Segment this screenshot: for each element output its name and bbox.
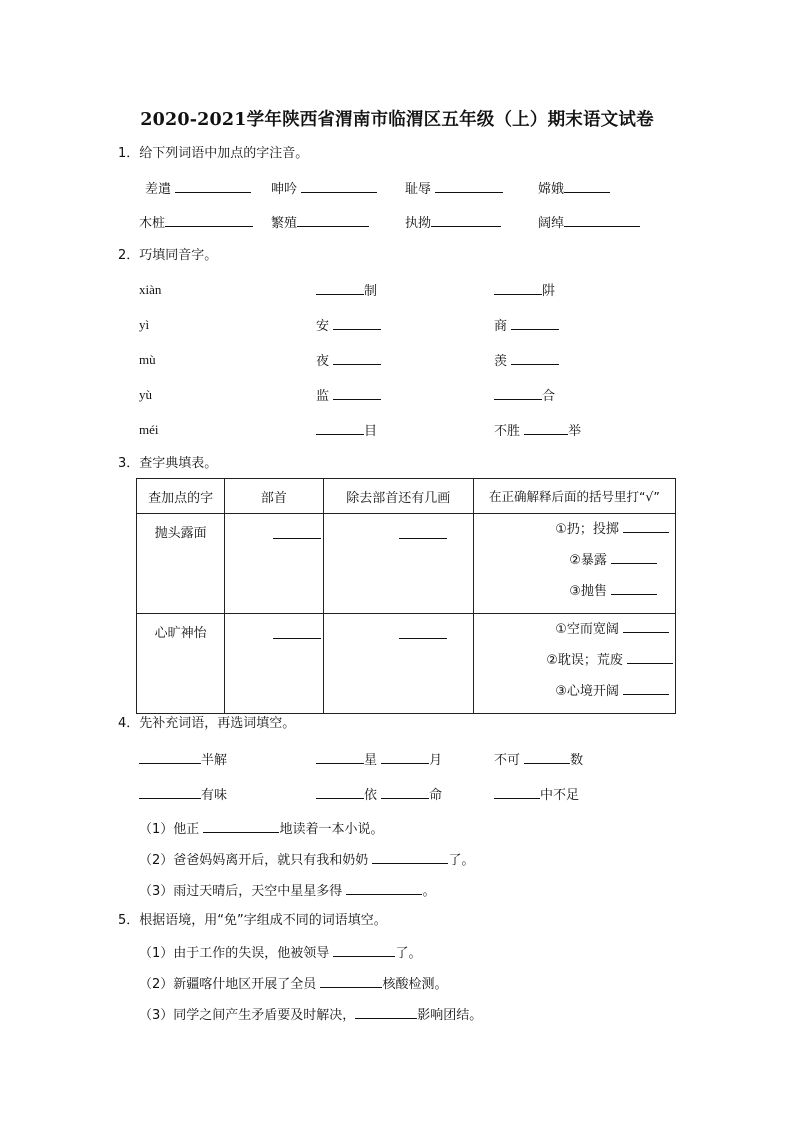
q5-sentence-2: （2）新疆喀什地区开展了全员 核酸检测。 — [139, 977, 448, 992]
answer-blank[interactable] — [301, 180, 377, 193]
answer-blank[interactable] — [320, 975, 382, 988]
answer-blank[interactable] — [316, 422, 364, 435]
table-cell — [473, 614, 675, 714]
answer-blank[interactable] — [611, 551, 657, 564]
answer-blank[interactable] — [623, 682, 669, 695]
table-row — [137, 514, 676, 614]
answer-blank[interactable] — [524, 751, 570, 764]
q1-word-7: 执拗 — [405, 214, 501, 232]
option-row: ①扔；投掷 — [474, 520, 669, 551]
q1-word-3: 耻辱 — [405, 180, 503, 198]
pinyin-label: xiàn — [139, 282, 162, 297]
table-header: 部首 — [225, 479, 323, 514]
table-cell — [473, 514, 675, 614]
q4-word: 有味 — [139, 786, 227, 804]
answer-blank[interactable] — [355, 1006, 417, 1019]
question-1-heading: 1．给下列词语中加点的字注音。 — [118, 146, 309, 161]
answer-blank[interactable] — [139, 786, 201, 799]
table-cell — [137, 614, 225, 714]
answer-blank[interactable] — [431, 214, 501, 227]
question-4-heading: 4．先补充词语，再选词填空。 — [118, 716, 296, 731]
answer-blank[interactable] — [627, 651, 673, 664]
answer-blank[interactable] — [494, 387, 542, 400]
answer-blank[interactable] — [564, 180, 610, 193]
q1-word-6: 繁殖 — [271, 214, 369, 232]
q1-word-5: 木桩 — [139, 214, 253, 232]
q5-sentence-1: （1）由于工作的失误，他被领导 了。 — [139, 946, 422, 961]
answer-blank[interactable] — [273, 626, 321, 639]
answer-blank[interactable] — [494, 786, 540, 799]
page-title: 2020-2021学年陕西省渭南市临渭区五年级（上）期末语文试卷 — [140, 110, 654, 130]
dictionary-table — [136, 478, 676, 714]
q2-item: 监 — [316, 387, 381, 405]
table-cell — [323, 614, 473, 714]
table-row — [137, 614, 676, 714]
q2-item: 羡 — [494, 352, 559, 370]
answer-blank[interactable] — [564, 214, 640, 227]
answer-blank[interactable] — [333, 387, 381, 400]
answer-blank[interactable] — [494, 282, 542, 295]
q4-sentence-1: （1）他正 地读着一本小说。 — [139, 822, 384, 837]
answer-blank[interactable] — [175, 180, 251, 193]
answer-blank[interactable] — [333, 944, 395, 957]
table-header: 在正确解释后面的括号里打“√” — [473, 479, 675, 514]
answer-blank[interactable] — [435, 180, 503, 193]
q1-word-1: 差遣 — [145, 180, 251, 198]
q2-item: 商 — [494, 317, 559, 335]
table-header: 除去部首还有几画 — [323, 479, 473, 514]
answer-blank[interactable] — [623, 520, 669, 533]
answer-blank[interactable] — [524, 422, 568, 435]
q1-word-8: 阔绰 — [538, 214, 640, 232]
answer-blank[interactable] — [203, 820, 279, 833]
answer-blank[interactable] — [623, 620, 669, 633]
pinyin-label: méi — [139, 422, 159, 437]
pinyin-label: mù — [139, 352, 156, 367]
q2-item: 目 — [316, 422, 377, 440]
q1-word-4: 嫦娥 — [538, 180, 610, 198]
answer-blank[interactable] — [316, 786, 364, 799]
option-row: ③抛售 — [474, 582, 669, 613]
q2-item: 夜 — [316, 352, 381, 370]
pinyin-label: yù — [139, 387, 152, 402]
answer-blank[interactable] — [611, 582, 657, 595]
answer-blank[interactable] — [346, 882, 422, 895]
q4-sentence-2: （2）爸爸妈妈离开后，就只有我和奶奶 了。 — [139, 853, 475, 868]
answer-blank[interactable] — [139, 751, 201, 764]
answer-blank[interactable] — [273, 526, 321, 539]
question-3-heading: 3．查字典填表。 — [118, 456, 218, 471]
answer-blank[interactable] — [381, 751, 429, 764]
table-word: 抛头露面 — [154, 526, 207, 541]
question-2-heading: 2．巧填同音字。 — [118, 248, 218, 263]
answer-blank[interactable] — [165, 214, 253, 227]
table-header: 查加点的字 — [137, 479, 225, 514]
table-word: 心旷神怡 — [154, 626, 207, 641]
option-row: ③心境开阔 — [474, 682, 673, 713]
question-5-heading: 5．根据语境，用“免”字组成不同的词语填空。 — [118, 913, 387, 928]
q2-item: 安 — [316, 317, 381, 335]
option-row: ①空而宽阔 — [474, 620, 673, 651]
table-header-row — [137, 479, 676, 514]
answer-blank[interactable] — [511, 317, 559, 330]
answer-blank[interactable] — [333, 352, 381, 365]
answer-blank[interactable] — [381, 786, 429, 799]
answer-blank[interactable] — [372, 851, 448, 864]
q2-item: 制 — [316, 282, 377, 300]
q2-item: 阱 — [494, 282, 555, 300]
q1-word-2: 呻吟 — [271, 180, 377, 198]
answer-blank[interactable] — [316, 282, 364, 295]
answer-blank[interactable] — [316, 751, 364, 764]
q4-word: 不可 数 — [494, 753, 584, 768]
answer-blank[interactable] — [511, 352, 559, 365]
q4-sentence-3: （3）雨过天晴后，天空中星星多得 。 — [139, 884, 436, 899]
q5-sentence-3: （3）同学之间产生矛盾要及时解决， 影响团结。 — [139, 1008, 483, 1023]
answer-blank[interactable] — [399, 626, 447, 639]
q2-item: 不胜 举 — [494, 424, 582, 439]
table-cell — [137, 514, 225, 614]
answer-blank[interactable] — [399, 526, 447, 539]
answer-blank[interactable] — [333, 317, 381, 330]
q2-item: 合 — [494, 387, 555, 405]
q4-word: 依 命 — [316, 786, 442, 804]
option-row: ②暴露 — [474, 551, 669, 582]
option-row: ②耽误；荒废 — [474, 651, 673, 682]
table-cell — [225, 514, 323, 614]
q4-word: 中不足 — [494, 786, 579, 804]
q4-word: 半解 — [139, 751, 227, 769]
answer-blank[interactable] — [297, 214, 369, 227]
table-cell — [225, 614, 323, 714]
q4-word: 星 月 — [316, 751, 442, 769]
table-cell — [323, 514, 473, 614]
pinyin-label: yì — [139, 317, 150, 332]
